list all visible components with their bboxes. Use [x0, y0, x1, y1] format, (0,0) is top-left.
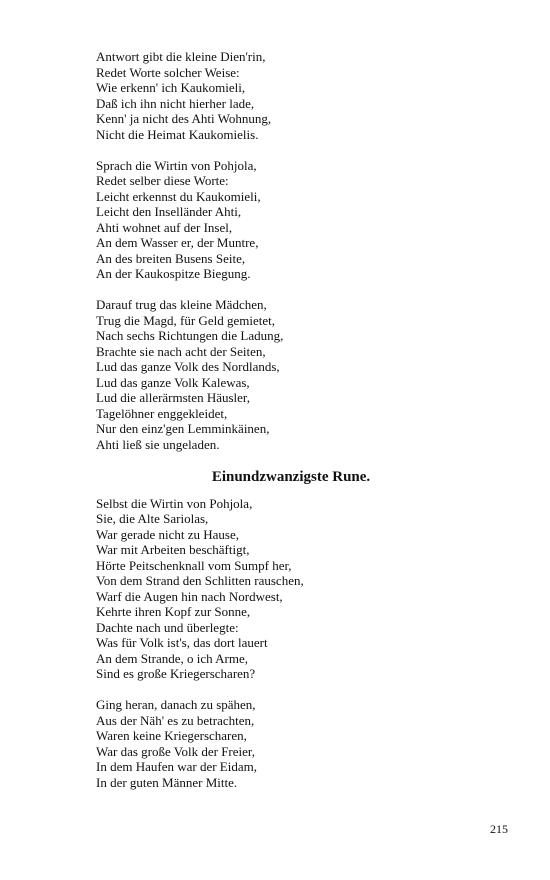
verse-line: Kehrte ihren Kopf zur Sonne, [96, 604, 251, 619]
verse-line: Dachte nach und überlegte: [96, 619, 239, 635]
verse-line: Wie erkenn' ich Kaukomieli, [96, 80, 246, 95]
verse-line: Ging heran, danach zu spähen, [96, 697, 256, 712]
stanza [96, 697, 496, 790]
verse-line: Lud die allerärmsten Häusler, [96, 390, 250, 405]
chapter-heading: Einundzwanzigste Rune. [211, 468, 371, 485]
verse-line: Nicht die Heimat Kaukomielis. [96, 126, 259, 142]
verse-line: Aus der Näh' es zu betrachten, [96, 712, 255, 728]
stanzas-before-heading [96, 49, 496, 452]
verse-line: Leicht den Inselländer Ahti, [96, 204, 242, 219]
verse-line: Lud das ganze Volk des Nordlands, [96, 359, 280, 374]
verse-line: Sie, die Alte Sariolas, [96, 511, 209, 526]
verse-line: An dem Strande, o ich Arme, [96, 650, 248, 666]
verse-line: Selbst die Wirtin von Pohjola, [96, 495, 253, 511]
page-number: 215 [490, 822, 508, 836]
verse-line: War das große Volk der Freier, [96, 743, 255, 759]
verse-line: Waren keine Kriegerscharen, [96, 728, 247, 743]
verse-line: Brachte sie nach acht der Seiten, [96, 343, 266, 359]
verse-line: An dem Wasser er, der Muntre, [96, 235, 259, 250]
verse-line: Redet selber diese Worte: [96, 173, 229, 188]
poem-text [96, 49, 496, 806]
stanza [96, 49, 496, 142]
verse-line: War gerade nicht zu Hause, [96, 526, 239, 542]
stanza [96, 297, 496, 452]
verse-line: Redet Worte solcher Weise: [96, 64, 240, 80]
verse-line: Sprach die Wirtin von Pohjola, [96, 157, 257, 173]
verse-line: Antwort gibt die kleine Dien'rin, [96, 49, 266, 64]
verse-line: Ahti wohnet auf der Insel, [96, 219, 233, 235]
verse-line: An der Kaukospitze Biegung. [96, 266, 251, 281]
stanza [96, 496, 496, 682]
verse-line: Kenn' ja nicht des Ahti Wohnung, [96, 111, 272, 126]
stanza [96, 158, 496, 282]
verse-line: Daß ich ihn nicht hierher lade, [96, 95, 255, 111]
verse-line: Warf die Augen hin nach Nordwest, [96, 588, 283, 604]
verse-line: Leicht erkennst du Kaukomieli, [96, 188, 261, 204]
verse-line: In dem Haufen war der Eidam, [96, 759, 257, 774]
verse-line: Hörte Peitschenknall vom Sumpf her, [96, 557, 292, 573]
verse-line: Von dem Strand den Schlitten rauschen, [96, 573, 304, 588]
verse-line: War mit Arbeiten beschäftigt, [96, 542, 250, 557]
stanzas-after-heading [96, 496, 496, 791]
verse-line: Trug die Magd, für Geld gemietet, [96, 312, 275, 328]
verse-line: Ahti ließ sie ungeladen. [96, 436, 220, 452]
verse-line: Nach sechs Richtungen die Ladung, [96, 328, 284, 343]
verse-line: Was für Volk ist's, das dort lauert [96, 635, 268, 650]
verse-line: Lud das ganze Volk Kalewas, [96, 374, 250, 390]
verse-line: Tagelöhner enggekleidet, [96, 405, 228, 421]
verse-line: In der guten Männer Mitte. [96, 774, 238, 790]
verse-line: Nur den einz'gen Lemminkäinen, [96, 421, 270, 436]
verse-line: An des breiten Busens Seite, [96, 250, 246, 266]
verse-line: Sind es große Kriegerscharen? [96, 666, 256, 681]
verse-line: Darauf trug das kleine Mädchen, [96, 297, 267, 312]
